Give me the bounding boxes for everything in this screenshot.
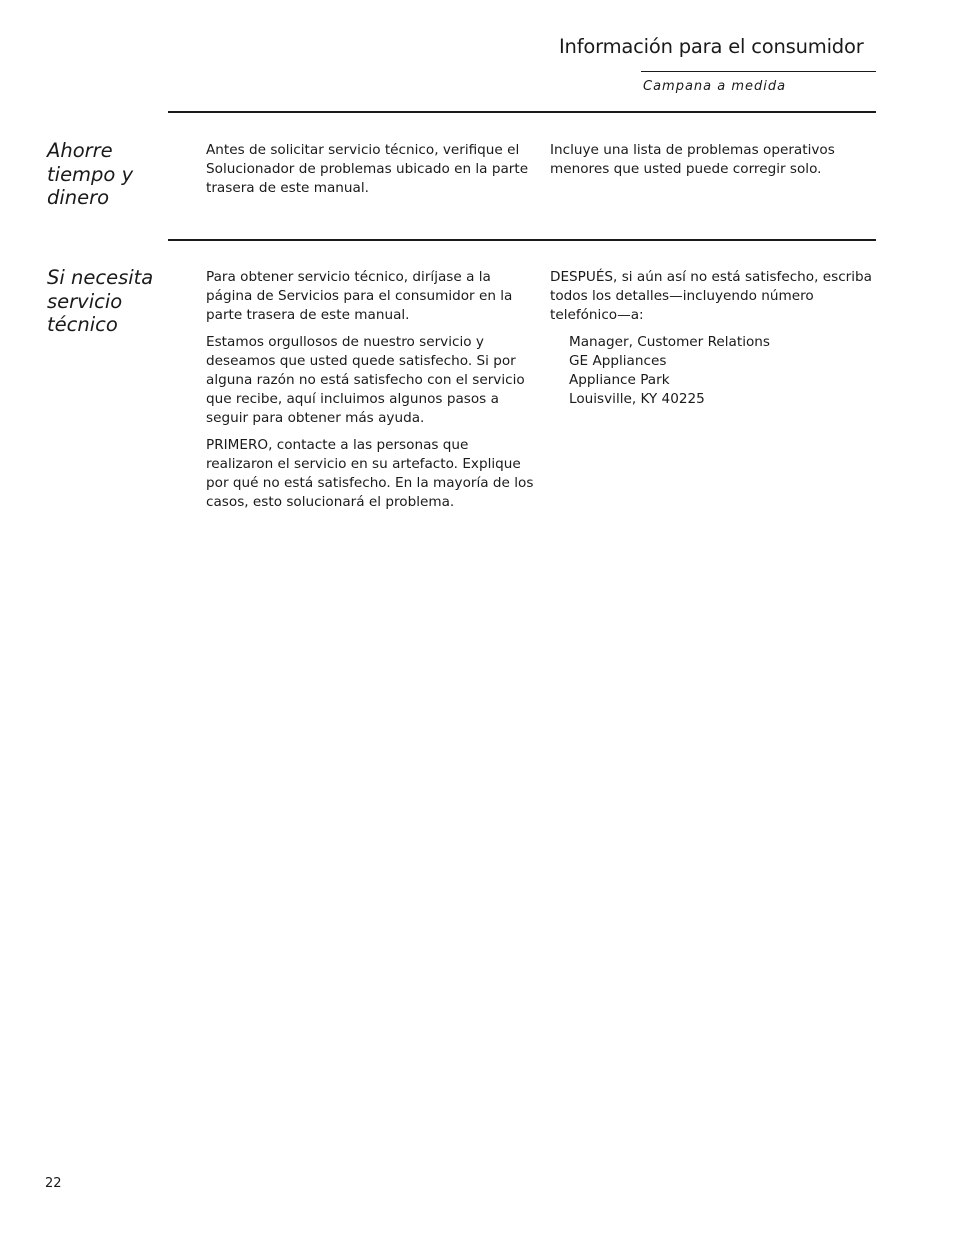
address-line: Appliance Park — [569, 371, 670, 388]
page-number: 22 — [45, 1176, 62, 1191]
section-ahorre-left-column — [206, 141, 532, 206]
page-header-title: Información para el consumidor — [559, 35, 864, 58]
paragraph: Estamos orgullosos de nuestro servicio y deseamos que usted quede satisfecho. Si por alguna razón no está satisfecho con el servicio que recibe, aquí incluimos algunos pasos a seguir para obtener más ayuda. — [206, 334, 525, 426]
section-ahorre-right-column — [550, 141, 880, 188]
section-divider — [168, 111, 876, 113]
paragraph: Incluye una lista de problemas operativos menores que usted puede corregir solo. — [550, 142, 835, 177]
section-divider — [168, 239, 876, 241]
paragraph: Antes de solicitar servicio técnico, verifique el Solucionador de problemas ubicado en la parte trasera de este manual. — [206, 142, 529, 196]
paragraph: DESPUÉS, si aún así no está satisfecho, escriba todos los detalles—incluyendo número telefónico—a: — [550, 269, 872, 323]
mailing-address — [569, 333, 872, 408]
header-divider — [641, 71, 876, 72]
address-line: Louisville, KY 40225 — [569, 390, 705, 407]
paragraph: Para obtener servicio técnico, diríjase a la página de Servicios para el consumidor en la parte trasera de este manual. — [206, 269, 513, 323]
address-line: Manager, Customer Relations — [569, 334, 771, 351]
address-line: GE Appliances — [569, 353, 667, 370]
section-servicio-right-column — [550, 268, 872, 409]
section-servicio-left-column — [206, 268, 534, 521]
paragraph: PRIMERO, contacte a las personas que realizaron el servicio en su artefacto. Explique por qué no está satisfecho. En la mayoría de los casos, esto solucionará el problema. — [206, 437, 534, 510]
page-header-subtitle: Campana a medida — [643, 79, 787, 94]
section-heading-servicio: Si necesita servicio técnico — [47, 266, 154, 336]
section-heading-ahorre: Ahorre tiempo y dinero — [47, 139, 134, 209]
